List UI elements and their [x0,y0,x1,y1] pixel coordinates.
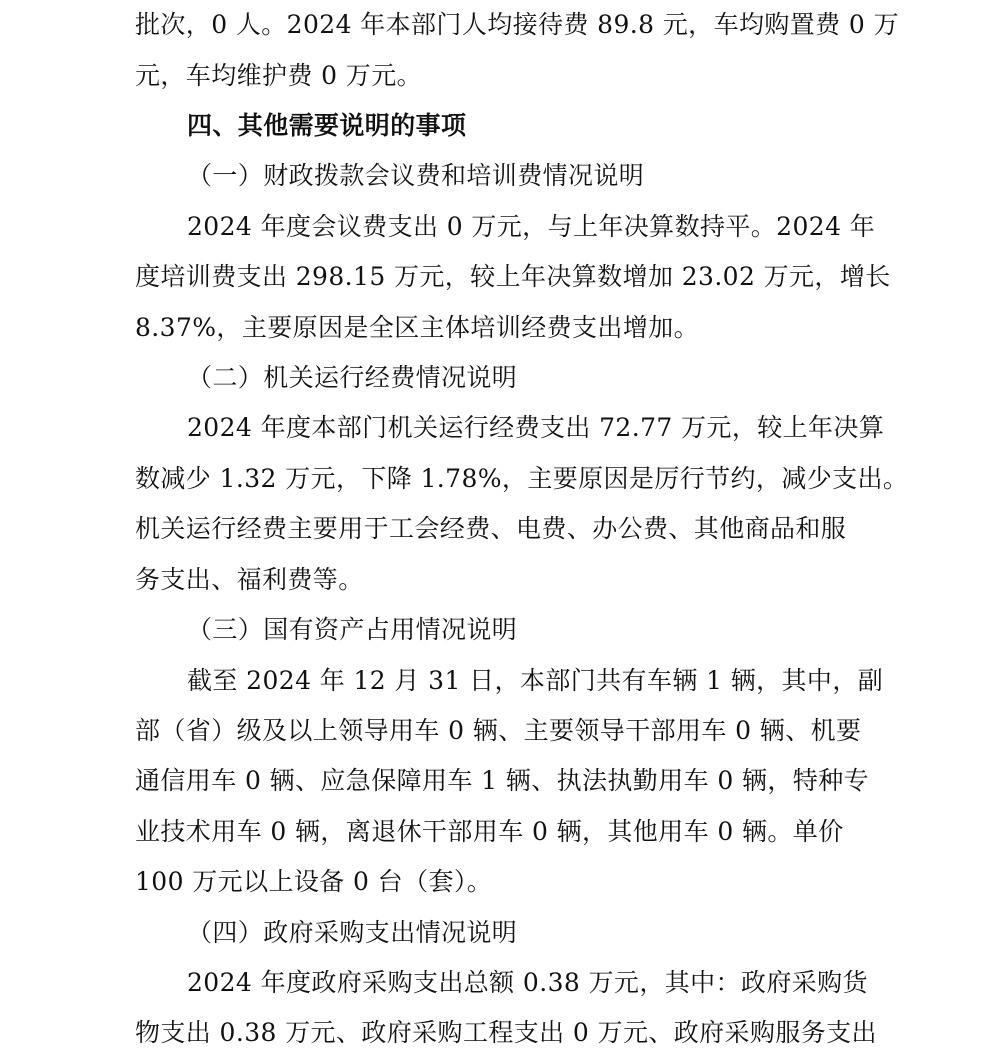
paragraph-line: 2024 年度本部门机关运行经费支出 72.77 万元，较上年决算 [187,413,885,442]
paragraph-line: 机关运行经费主要用于工会经费、电费、办公费、其他商品和服 [135,514,847,543]
paragraph-line: 物支出 0.38 万元、政府采购工程支出 0 万元、政府采购服务支出 [135,1018,877,1047]
paragraph-line: 2024 年度会议费支出 0 万元，与上年决算数持平。2024 年 [187,212,876,241]
subsection-heading: （一）财政拨款会议费和培训费情况说明 [187,161,645,190]
paragraph-line: 数减少 1.32 万元，下降 1.78%，主要原因是厉行节约，减少支出。 [135,464,909,493]
paragraph-line: 元，车均维护费 0 万元。 [135,61,423,90]
paragraph-line: 批次，0 人。2024 年本部门人均接待费 89.8 元，车均购置费 0 万 [135,10,899,39]
paragraph-line: 业技术用车 0 辆，离退休干部用车 0 辆，其他用车 0 辆。单价 [135,817,844,846]
paragraph-line: 100 万元以上设备 0 台（套）。 [135,867,493,896]
paragraph-line: 通信用车 0 辆、应急保障用车 1 辆、执法执勤用车 0 辆，特种专 [135,766,870,795]
paragraph-line: 8.37%，主要原因是全区主体培训经费支出增加。 [135,313,700,342]
paragraph-line: 部（省）级及以上领导用车 0 辆、主要领导干部用车 0 辆、机要 [135,716,862,745]
paragraph-line: 度培训费支出 298.15 万元，较上年决算数增加 23.02 万元，增长 [135,262,891,291]
paragraph-line: 务支出、福利费等。 [135,565,364,594]
paragraph-line: 截至 2024 年 12 月 31 日，本部门共有车辆 1 辆，其中，副 [187,666,884,695]
subsection-heading: （三）国有资产占用情况说明 [187,615,518,644]
section-heading: 四、其他需要说明的事项 [187,111,467,140]
paragraph-line: 2024 年度政府采购支出总额 0.38 万元，其中：政府采购货 [187,968,868,997]
subsection-heading: （二）机关运行经费情况说明 [187,363,518,392]
subsection-heading: （四）政府采购支出情况说明 [187,918,518,947]
